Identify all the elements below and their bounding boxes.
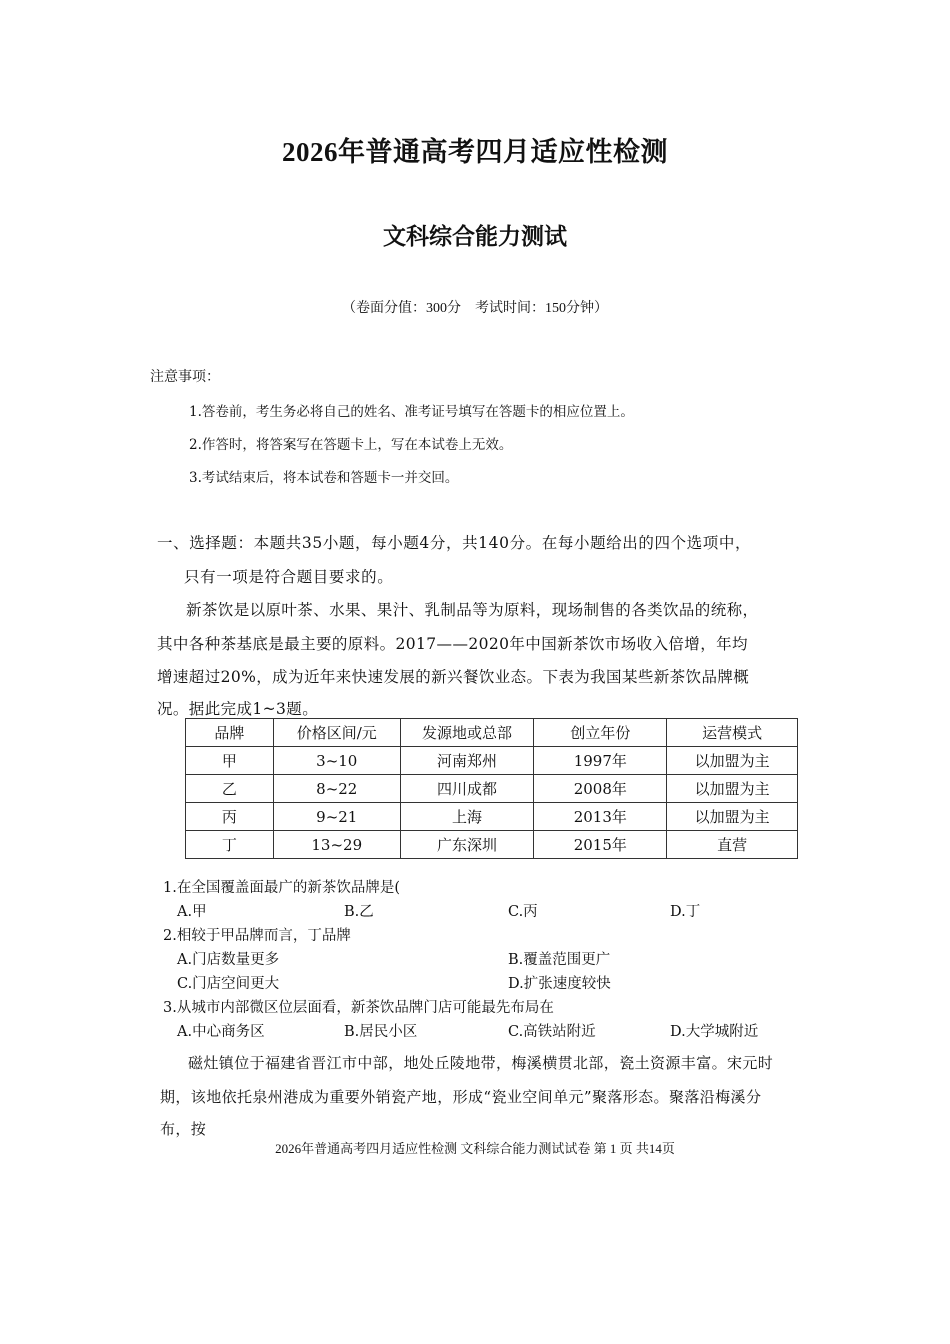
passage-line: 布，按 [160,1120,207,1138]
question-option[interactable]: C.高铁站附近 [508,1024,596,1040]
section-heading-cont: 只有一项是符合题目要求的。 [184,568,394,586]
table-cell: 1997年 [534,747,667,775]
table-header-cell: 价格区间/元 [273,719,400,747]
table-cell: 2015年 [534,831,667,859]
table-cell: 13~29 [273,831,400,859]
question-option[interactable]: C.门店空间更大 [177,976,280,992]
question-option[interactable]: D.大学城附近 [670,1024,759,1040]
table-cell: 直营 [667,831,798,859]
table-cell: 丁 [186,831,274,859]
question-option[interactable]: B.居民小区 [344,1024,418,1040]
table-cell: 上海 [400,803,534,831]
passage-line: 磁灶镇位于福建省晋江市中部，地处丘陵地带，梅溪横贯北部，瓷土资源丰富。宋元时 [188,1054,774,1072]
question-stem: 3.从城市内部微区位层面看，新茶饮品牌门店可能最先布局在 [163,1000,554,1016]
table-row [186,831,798,859]
table-row [186,803,798,831]
table-cell: 8~22 [273,775,400,803]
table-header-row [186,719,798,747]
question-option[interactable]: A.中心商务区 [177,1024,265,1040]
question-option[interactable]: C.丙 [508,904,538,920]
passage-line: 况。据此完成1~3题。 [157,700,319,718]
exam-meta: （卷面分值：300分 考试时间：150分钟） [342,301,608,316]
brand-table [185,718,798,859]
table-cell: 以加盟为主 [667,803,798,831]
exam-subtitle: 文科综合能力测试 [383,224,567,250]
passage-line: 其中各种茶基底是最主要的原料。2017——2020年中国新茶饮市场收入倍增，年均 [157,635,748,653]
table-cell: 广东深圳 [400,831,534,859]
question-option[interactable]: B.乙 [344,904,374,920]
passage-line: 增速超过20%，成为近年来快速发展的新兴餐饮业态。下表为我国某些新茶饮品牌概 [157,668,750,686]
notice-heading: 注意事项： [150,369,220,385]
table-cell: 2008年 [534,775,667,803]
notice-item: 2.作答时，将答案写在答题卡上，写在本试卷上无效。 [189,437,513,453]
exam-title: 2026年普通高考四月适应性检测 [282,137,668,167]
table-cell: 丙 [186,803,274,831]
question-option[interactable]: B.覆盖范围更广 [508,952,611,968]
passage-line: 新茶饮是以原叶茶、水果、果汁、乳制品等为原料，现场制售的各类饮品的统称， [186,601,759,619]
section-heading: 一、选择题：本题共35小题，每小题4分，共140分。在每小题给出的四个选项中， [157,534,752,552]
question-option[interactable]: D.丁 [670,904,701,920]
question-option[interactable]: A.甲 [177,904,207,920]
table-row [186,775,798,803]
table-cell: 以加盟为主 [667,775,798,803]
notice-item: 3.考试结束后，将本试卷和答题卡一并交回。 [189,470,459,486]
table-cell: 2013年 [534,803,667,831]
table-cell: 甲 [186,747,274,775]
passage-line: 期，该地依托泉州港成为重要外销瓷产地，形成“瓷业空间单元”聚落形态。聚落沿梅溪分 [160,1088,762,1106]
notice-item: 1.答卷前，考生务必将自己的姓名、准考证号填写在答题卡的相应位置上。 [189,404,634,420]
page-footer: 2026年普通高考四月适应性检测 文科综合能力测试试卷 第 1 页 共14页 [275,1141,675,1156]
question-option[interactable]: A.门店数量更多 [177,952,280,968]
table-cell: 乙 [186,775,274,803]
table-header-cell: 运营模式 [667,719,798,747]
table-cell: 3~10 [273,747,400,775]
table-row [186,747,798,775]
table-header-cell: 品牌 [186,719,274,747]
table-cell: 以加盟为主 [667,747,798,775]
question-stem: 1.在全国覆盖面最广的新茶饮品牌是( [163,880,400,896]
table-cell: 河南郑州 [400,747,534,775]
table-cell: 四川成都 [400,775,534,803]
table-cell: 9~21 [273,803,400,831]
question-option[interactable]: D.扩张速度较快 [508,976,611,992]
table-header-cell: 创立年份 [534,719,667,747]
question-stem: 2.相较于甲品牌而言，丁品牌 [163,928,351,944]
table-header-cell: 发源地或总部 [400,719,534,747]
